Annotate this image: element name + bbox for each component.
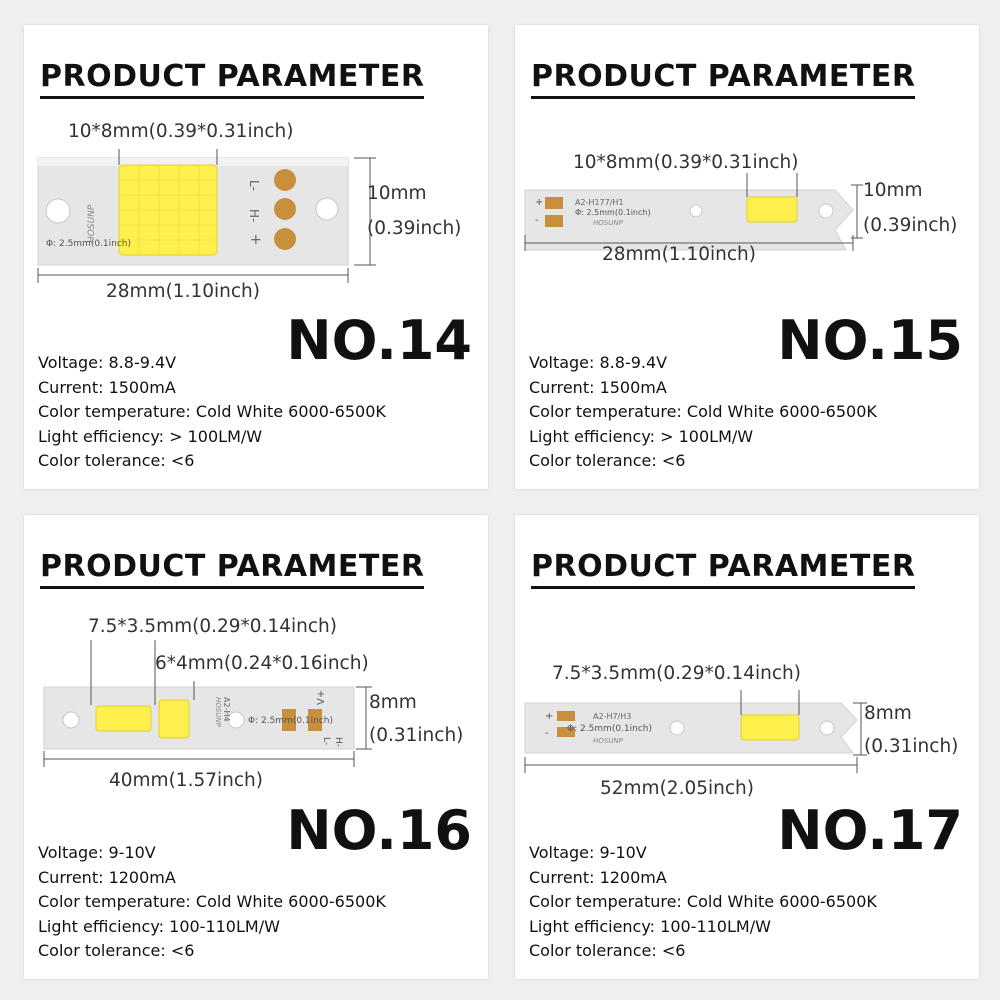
product-card-no14 <box>24 25 488 489</box>
length-dimension-label: 28mm(1.10inch) <box>106 281 260 302</box>
model-number: NO.17 <box>777 799 963 862</box>
pad-label: + <box>535 197 544 208</box>
solder-pad <box>274 228 296 250</box>
section-heading: PRODUCT PARAMETER <box>531 59 915 99</box>
height-dimension-label: 8mm <box>369 692 417 713</box>
board-brand-text: HOSUNP <box>593 737 623 745</box>
solder-pad <box>557 711 575 721</box>
spec-list <box>529 841 877 964</box>
spec-current: Current: 1500mA <box>38 377 176 397</box>
pad-label: + <box>250 232 262 248</box>
solder-pad <box>545 197 563 209</box>
spec-current: Current: 1500mA <box>529 377 667 397</box>
led-board-diagram <box>515 25 979 325</box>
spec-color-temperature: Color temperature: Cold White 6000-6500K <box>529 402 877 421</box>
solder-pad <box>274 198 296 220</box>
spec-list <box>38 841 386 964</box>
mounting-hole <box>819 204 833 218</box>
mounting-hole <box>820 721 834 735</box>
length-dimension-label: 28mm(1.10inch) <box>602 244 756 265</box>
section-heading: PRODUCT PARAMETER <box>40 549 424 589</box>
board-code-text: A2-H7/H3 <box>593 712 632 721</box>
mounting-hole <box>690 205 702 217</box>
model-number: NO.15 <box>777 309 963 372</box>
mounting-hole <box>63 712 79 728</box>
product-card-no17 <box>515 515 979 979</box>
product-card-no15 <box>515 25 979 489</box>
led-chip <box>747 197 797 222</box>
board-code-text: A2-H177/H1 <box>575 198 624 207</box>
spec-color-tolerance: Color tolerance: <6 <box>529 941 686 960</box>
pad-label: H- <box>247 209 261 223</box>
product-card-no16 <box>24 515 488 979</box>
spec-color-tolerance: Color tolerance: <6 <box>38 941 195 960</box>
height-inch-label: (0.31inch) <box>369 725 464 746</box>
hole-size-text: Φ: 2.5mm(0.1inch) <box>575 208 651 217</box>
chip2-dimension-label: 6*4mm(0.24*0.16inch) <box>155 653 369 674</box>
pad-label: V+ <box>316 689 327 705</box>
led-chip-secondary <box>159 700 189 738</box>
height-dimension-label: 10mm <box>863 180 923 201</box>
hole-size-text: Φ: 2.5mm(0.1inch) <box>567 724 653 734</box>
height-dimension-label: 10mm <box>367 183 427 204</box>
pad-label: - <box>535 215 539 226</box>
mounting-hole <box>46 199 70 223</box>
height-dimension-label: 8mm <box>864 703 912 724</box>
led-chip <box>96 706 151 731</box>
spec-light-efficiency: Light efficiency: > 100LM/W <box>38 426 263 446</box>
board-code-text: A2-H4 <box>222 697 231 722</box>
chip-dimension-label: 10*8mm(0.39*0.31inch) <box>573 152 799 173</box>
spec-list <box>38 351 386 474</box>
spec-voltage: Voltage: 9-10V <box>529 843 647 862</box>
board-brand-text: HOSUNP <box>214 697 222 727</box>
height-inch-label: (0.39inch) <box>367 218 462 239</box>
spec-current: Current: 1200mA <box>38 867 176 887</box>
spec-color-temperature: Color temperature: Cold White 6000-6500K <box>38 892 386 911</box>
spec-list <box>529 351 877 474</box>
spec-color-tolerance: Color tolerance: <6 <box>529 451 686 470</box>
spec-color-tolerance: Color tolerance: <6 <box>38 451 195 470</box>
spec-light-efficiency: Light efficiency: 100-110LM/W <box>529 916 771 936</box>
height-inch-label: (0.31inch) <box>864 736 959 757</box>
spec-current: Current: 1200mA <box>529 867 667 887</box>
pad-label: + <box>545 711 554 722</box>
spec-voltage: Voltage: 9-10V <box>38 843 156 862</box>
length-dimension-label: 40mm(1.57inch) <box>109 770 263 791</box>
model-number: NO.14 <box>286 309 472 372</box>
pad-label: H- <box>333 737 343 748</box>
model-number: NO.16 <box>286 799 472 862</box>
spec-light-efficiency: Light efficiency: 100-110LM/W <box>38 916 280 936</box>
spec-voltage: Voltage: 8.8-9.4V <box>529 353 668 372</box>
spec-voltage: Voltage: 8.8-9.4V <box>38 353 177 372</box>
pad-label: - <box>545 728 549 739</box>
height-inch-label: (0.39inch) <box>863 215 958 236</box>
pad-label: L- <box>321 737 331 746</box>
hole-size-text: Φ: 2.5mm(0.1inch) <box>248 716 334 726</box>
section-heading: PRODUCT PARAMETER <box>531 549 915 589</box>
hole-size-text: Φ: 2.5mm(0.1inch) <box>46 239 132 249</box>
chip-dimension-label: 7.5*3.5mm(0.29*0.14inch) <box>552 663 801 684</box>
mounting-hole <box>316 198 338 220</box>
pad-label: L- <box>247 180 261 191</box>
solder-pad <box>545 215 563 227</box>
spec-color-temperature: Color temperature: Cold White 6000-6500K <box>529 892 877 911</box>
length-dimension-label: 52mm(2.05inch) <box>600 778 754 799</box>
solder-pad <box>274 169 296 191</box>
mounting-hole <box>670 721 684 735</box>
spec-light-efficiency: Light efficiency: > 100LM/W <box>529 426 754 446</box>
spec-color-temperature: Color temperature: Cold White 6000-6500K <box>38 402 386 421</box>
chip-dimension-label: 7.5*3.5mm(0.29*0.14inch) <box>88 616 337 637</box>
board-brand-text: HOSUNP <box>87 204 97 243</box>
section-heading: PRODUCT PARAMETER <box>40 59 424 99</box>
led-chip <box>741 715 799 740</box>
board-brand-text: HOSUNP <box>593 219 623 227</box>
chip-dimension-label: 10*8mm(0.39*0.31inch) <box>68 121 294 142</box>
